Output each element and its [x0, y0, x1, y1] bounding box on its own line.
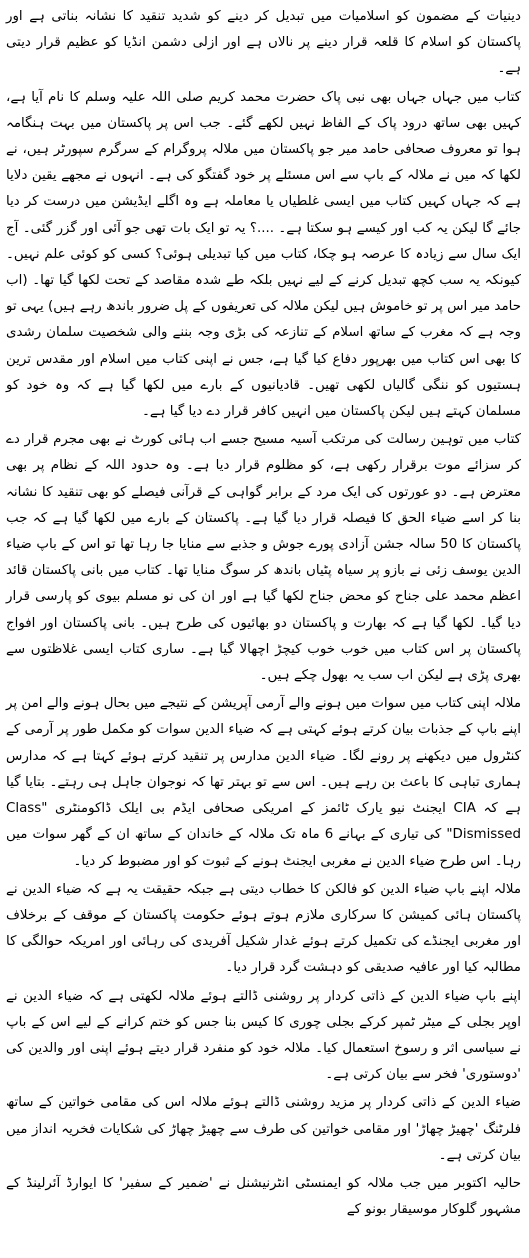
paragraph-1: دینیات کے مضمون کو اسلامیات میں تبدیل کر دینے کو شدید تنقید کا نشانہ بناتی ہے اور پاکستان کو اسلام کا قلعہ قرار دینے پر نالاں ہے اور ازلی دشمن انڈیا کو عظیم قرار دیتی ہے۔: [6, 9, 521, 77]
paragraph-4: ملالہ اپنی کتاب میں سوات میں ہونے والے آرمی آپریشن کے نتیجے میں بحال ہونے والے امن پر اپنے باپ کے جذبات بیان کرتے ہوئے کہتی ہے کہ ضیاء الدین سوات کو مکمل طور پر آرمی کے کنٹرول میں دیکھنے پر رونے لگا۔ ضیاء الدین مدارس پر تنقید کرتے ہوئے کہتا ہے کہ مدارس ہماری تباہی کا باعث بن رہے ہیں۔ اس سے تو بہتر تھا کہ نوجوان جاہل ہی رہتے۔ بتایا گیا ہے کہ CIA ایجنٹ نیو یارک ٹائمز کے امریکی صحافی ایڈم بی ایلک ڈاکومنٹری "Class Dismissed" کی تیاری کے بہانے 6 ماہ تک ملالہ کے خاندان کے ساتھ ان کے گھر سوات میں رہا۔ اس طرح ضیاء الدین نے مغربی ایجنٹ ہونے کے ثبوت کو اور مضبوط کر دیا۔: [6, 696, 521, 869]
paragraph-2: کتاب میں جہاں جہاں بھی نبی پاک حضرت محمد کریم صلی اللہ علیہ وسلم کا نام آیا ہے، کہیں بھی ساتھ درود پاک کے الفاظ نہیں لکھے گئے۔ جب اس پر پاکستان میں بہت ہنگامہ ہوا تو معروف صحافی حامد میر جو پاکستان میں ملالہ پروگرام کے سرگرم سپورٹر ہیں، نے لکھا کہ میں نے ملالہ کے باپ سے اس مسئلے پر خود گفتگو کی ہے۔ انہوں نے مجھے یقین دلایا ہے کہ جہاں کہیں کتاب میں ایسی غلطیاں یا معاملہ ہے وہ اگلے ایڈیشن میں درست کر دیا جائے گا لیکن یہ کب اور کیسے ہو سکتا ہے۔ ....؟ یہ تو ایک بات تھی جو آئی اور گزر گئی۔ آج ایک سال سے زیادہ کا عرصہ ہو چکا، کتاب میں کیا تبدیلی ہوئی؟ کسی کو کوئی علم نہیں۔ کیونکہ یہ سب کچھ تبدیل کرنے کے لیے نہیں بلکہ طے شدہ مقاصد کے تحت لکھا گیا تھا۔ (اب حامد میر اس پر تو خاموش ہیں لیکن ملالہ کی تعریفوں کے پل ضرور باندھ رہے ہیں) یہی تو وجہ ہے کہ مغرب کے ساتھ اسلام کے تنازعہ کی بڑی وجہ بننے والی شخصیت سلمان رشدی کا بھی اس کتاب میں بھرپور دفاع کیا گیا ہے، جس نے اپنی کتاب میں اسلام اور مقدس ترین ہستیوں کو ننگی گالیاں لکھی تھیں۔ قادیانیوں کے بارے میں لکھا گیا ہے کہ وہ خود کو مسلمان کہتے ہیں لیکن پاکستان میں انہیں کافر قرار دے دیا گیا ہے۔: [6, 89, 521, 420]
paragraph-5: ملالہ اپنے باپ ضیاء الدین کو فالکن کا خطاب دیتی ہے جبکہ حقیقت یہ ہے کہ ضیاء الدین نے پاکستان ہائی کمیشن کا سرکاری ملازم ہوتے ہوئے حکومت پاکستان کے موقف کے برخلاف اور مغربی ایجنڈے کی تکمیل کرتے ہوئے غدار شکیل آفریدی کی رہائی اور امریکہ حوالگی کا مطالبہ کیا اور عافیہ صدیقی کو دہشت گرد قرار دیا۔: [6, 881, 521, 976]
paragraph-8: حالیہ اکتوبر میں جب ملالہ کو ایمنسٹی انٹرنیشنل نے 'ضمیر کے سفیر' کا ایوارڈ آئرلینڈ کے مشہور گلوکار موسیقار بونو کے: [6, 1175, 521, 1218]
paragraph-3: کتاب میں توہین رسالت کی مرتکب آسیہ مسیح جسے اب ہائی کورٹ نے بھی مجرم قرار دے کر سزائے موت برقرار رکھی ہے، کو مظلوم قرار دیا ہے۔ وہ حدود اللہ کے نظام پر بھی معترض ہے۔ دو عورتوں کی ایک مرد کے برابر گواہی کے قرآنی فیصلے کو بھی تنقید کا نشانہ بنا کر اسے ضیاء الحق کا فیصلہ قرار دیا گیا ہے۔ پاکستان کے بارے میں لکھا گیا ہے کہ جب پاکستان کا 50 سالہ جشن آزادی پورے جوش و جذبے سے منایا جا رہا تھا تو اس کے باپ ضیاء الدین یوسف زئی نے بازو پر سیاہ پٹیاں باندھ کر سوگ منایا تھا۔ کتاب میں بانی پاکستان قائد اعظم محمد علی جناح کو محض جناح لکھا گیا ہے اور ان کی نو مسلم بیوی کو پارسی قرار دیا گیا۔ لکھا گیا ہے کہ بھارت و پاکستان دو بھائیوں کی طرح ہیں۔ بانی پاکستان اور افواج پاکستان پر اس کتاب میں خوب خوب کیچڑ اچھالا گیا ہے۔ ساری کتاب ایسی غلاظتوں سے بھری پڑی ہے لیکن اب سب یہ بھول چکے ہیں۔: [6, 432, 521, 684]
paragraph-6: اپنے باپ ضیاء الدین کے ذاتی کردار پر روشنی ڈالتے ہوئے ملالہ لکھتی ہے کہ ضیاء الدین نے اوپر بجلی کے میٹر ٹمپر کرکے بجلی چوری کا کیس بنا جس کو ختم کرانے کے لیے اس کے باپ نے سیاسی اثر و رسوخ استعمال کیا۔ ملالہ خود کو منفرد قرار دیتے ہوئے اپنی اور والدین کی 'دوستوری' فخر سے بیان کرتی ہے۔: [6, 988, 521, 1083]
paragraph-7: ضیاء الدین کے ذاتی کردار پر مزید روشنی ڈالتے ہوئے ملالہ اس کی مقامی خواتین کے ساتھ فلرٹنگ 'چھیڑ چھاڑ' اور مقامی خواتین کی طرف سے چھیڑ چھاڑ کی شکایات فخریہ انداز میں بیان کرتی ہے۔: [6, 1095, 521, 1163]
